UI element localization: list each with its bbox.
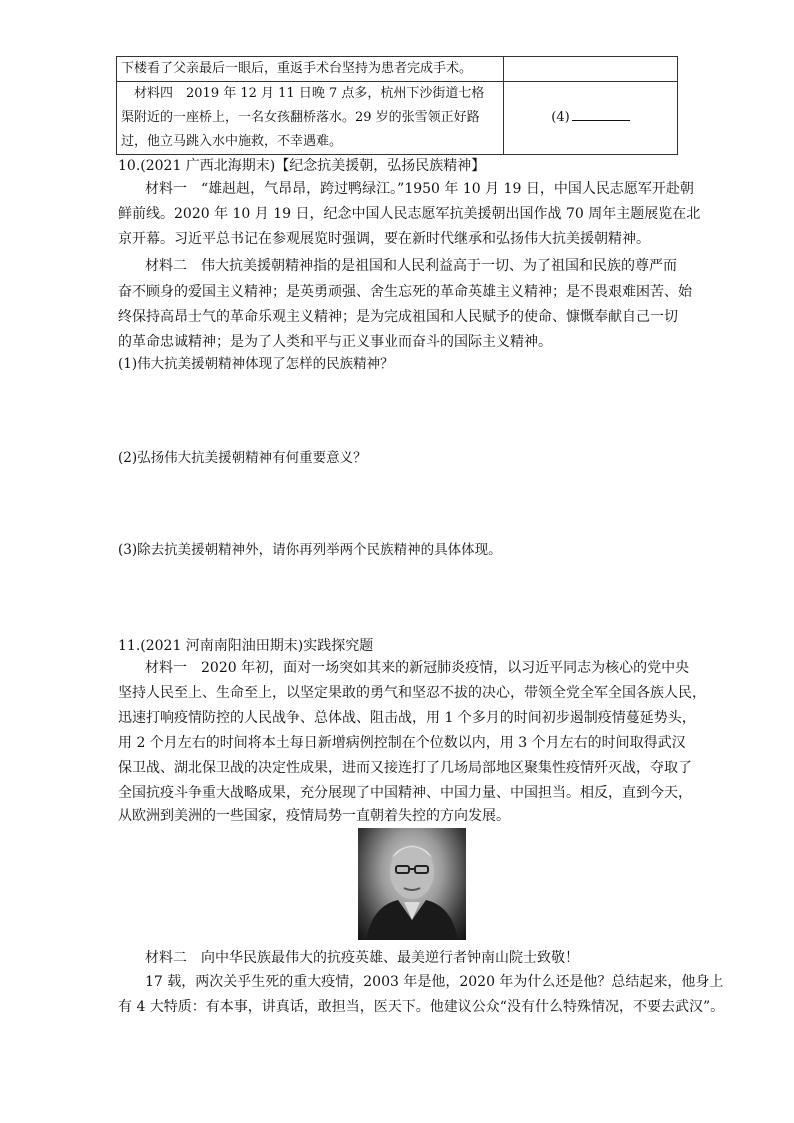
q10-material-two-line: 奋不顾身的爱国主义精神；是英勇顽强、舍生忘死的革命英雄主义精神；是不畏艰难困苦、始: [118, 284, 692, 300]
table-cell-material-four: [117, 82, 504, 155]
material-four-line: 渠附近的一座桥上，一名女孩翻桥落水。29 岁的张雪领正好路: [121, 110, 480, 125]
q10-sub-question-2: (2)弘扬伟大抗美援朝精神有何重要意义？: [118, 450, 367, 466]
answer-four-label: (4): [551, 110, 570, 125]
material-four-line: 材料四 2019 年 12 月 11 日晚 7 点多，杭州下沙街道七格: [121, 86, 485, 101]
q11-material-two-line: 材料二 向中华民族最伟大的抗疫英雄、最美逆行者钟南山院士致敬！: [145, 950, 579, 966]
q11-material-one-line: 迅速打响疫情防控的人民战争、总体战、阻击战，用 1 个多月的时间初步遏制疫情蔓延势头，: [118, 710, 696, 726]
table-cell-answer-four: [504, 82, 678, 155]
answer-four-blank[interactable]: [572, 106, 630, 121]
q11-material-one-line: 材料一 2020 年初，面对一场突如其来的新冠肺炎疫情，以习近平同志为核心的党中央: [145, 660, 690, 676]
portrait-photo: [358, 828, 466, 940]
q10-sub-question-3: (3)除去抗美援朝精神外，请你再列举两个民族精神的具体体现。: [118, 542, 502, 558]
q11-material-one-line: 用 2 个月左右的时间将本土每日新增病例控制在个位数以内，用 3 个月左右的时间取得武汉: [118, 735, 686, 751]
q11-material-two-line: 有 4 大特质：有本事，讲真话，敢担当，医天下。他建议公众“没有什么特殊情况，不要去武汉”。: [118, 999, 725, 1015]
q11-material-two-line: 17 载，两次关乎生死的重大疫情，2003 年是他，2020 年为什么还是他？总结起来，他身上: [145, 974, 724, 990]
q10-material-one-line: 京开幕。习近平总书记在参观展览时强调，要在新时代继承和弘扬伟大抗美援朝精神。: [118, 231, 650, 247]
q11-material-one-line: 从欧洲到美洲的一些国家，疫情局势一直朝着失控的方向发展。: [118, 808, 510, 824]
q10-material-one-line: 材料一 “雄赳赳，气昂昂，跨过鸭绿江。”1950 年 10 月 19 日，中国人民志愿军开赴朝: [145, 181, 694, 197]
material-four-line: 过，他立马跳入水中施救，不幸遇难。: [121, 134, 343, 149]
q10-sub-question-1: (1)伟大抗美援朝精神体现了怎样的民族精神？: [118, 356, 394, 372]
q10-material-two-line: 的革命忠诚精神；是为了人类和平与正义事业而奋斗的国际主义精神。: [118, 334, 552, 350]
q10-material-two-line: 材料二 伟大抗美援朝精神指的是祖国和人民利益高于一切、为了祖国和民族的尊严而: [145, 258, 677, 274]
material-table: [116, 56, 678, 155]
q10-material-two-line: 终保持高昂士气的革命乐观主义精神；是为完成祖国和人民赋予的使命、慷慨奉献自己一切: [118, 309, 678, 325]
q11-material-one-line: 全国抗疫斗争重大战略成果，充分展现了中国精神、中国力量、中国担当。相反，直到今天，: [118, 785, 692, 801]
q11-material-one-line: 坚持人民至上、生命至上，以坚定果敢的勇气和坚忍不拔的决心，带领全党全军全国各族人民，: [118, 685, 706, 701]
table-row: [117, 82, 678, 155]
question-10-heading: 10.(2021 广西北海期末)【纪念抗美援朝，弘扬民族精神】: [118, 158, 486, 174]
q11-material-one-line: 保卫战、湖北保卫战的决定性成果，进而又接连打了几场局部地区聚集性疫情歼灭战，夺取了: [118, 760, 692, 776]
table-cell-answer-three: [504, 57, 678, 82]
portrait-figure-icon: [358, 828, 466, 940]
table-row: [117, 57, 678, 82]
question-11-heading: 11.(2021 河南南阳油田期末)实践探究题: [118, 638, 374, 654]
table-cell-material-three-end: 下楼看了父亲最后一眼后，重返手术台坚持为患者完成手术。: [117, 57, 504, 82]
q10-material-one-line: 鲜前线。2020 年 10 月 19 日，纪念中国人民志愿军抗美援朝出国作战 70 周年主题展览在北: [118, 206, 701, 222]
